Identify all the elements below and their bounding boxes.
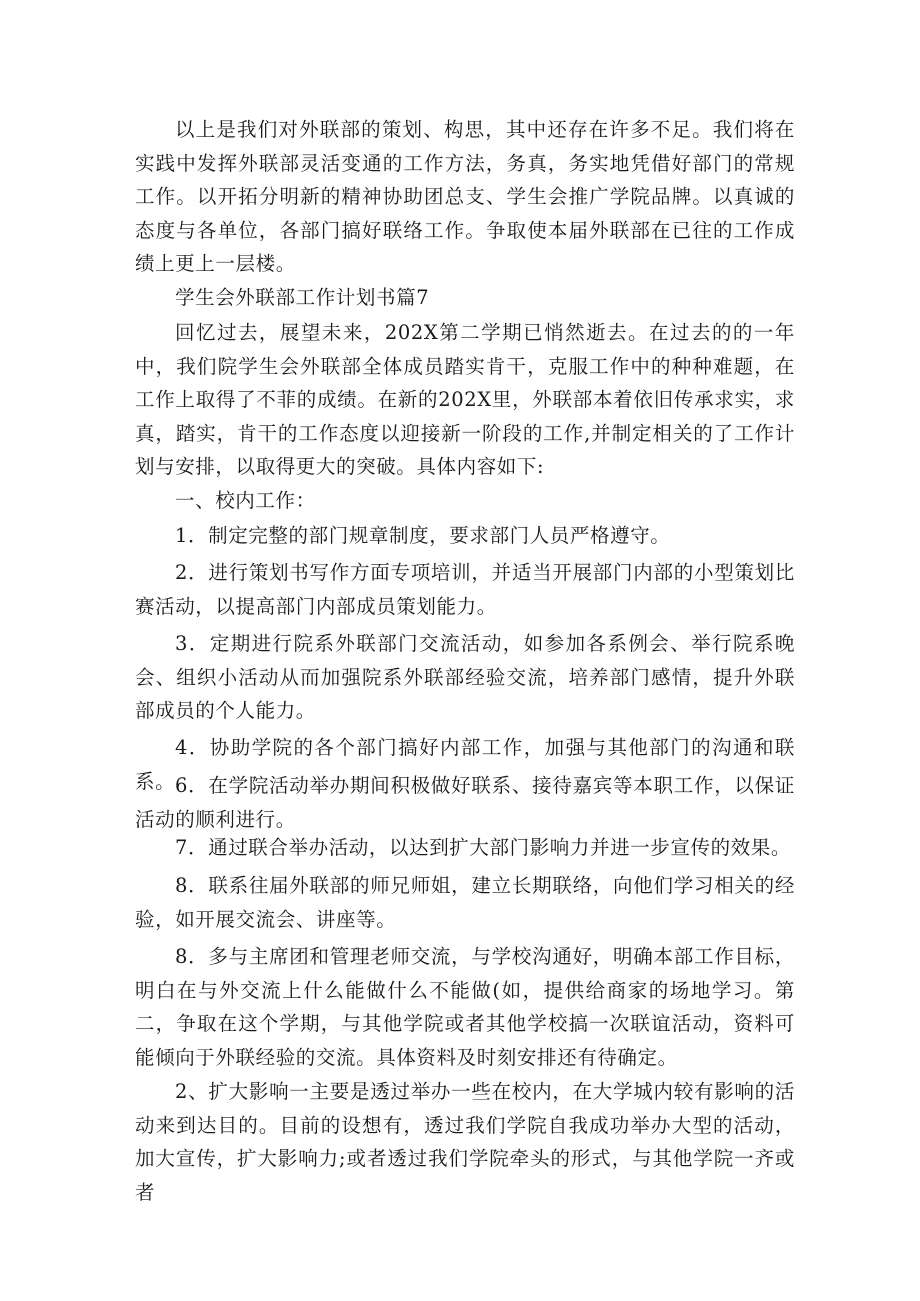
list-item: 1．制定完整的部门规章制度，要求部门人员严格遵守。	[175, 524, 671, 547]
paragraph-expand-influence: 2、扩大影响一主要是透过举办一些在校内，在大学城内较有影响的活动来到达目的。目前的设想有，透过我们学院自我成功举办大型的活动，加大宣传，扩大影响力;或者透过我们学院牵头的形式，与其他学院一齐或者	[135, 1080, 795, 1204]
list-item: 4．协助学院的各个部门搞好内部工作，加强与其他部门的沟通和联系。	[135, 736, 795, 793]
paragraph-conclusion: 以上是我们对外联部的策划、构思，其中还存在许多不足。我们将在实践中发挥外联部灵活变通的工作方法，务真，务实地凭借好部门的常规工作。以开拓分明新的精神协助团总支、学生会推广学院品牌。以真诚的态度与各单位，各部门搞好联络工作。争取使本届外联部在已往的工作成绩上更上一层楼。	[135, 118, 795, 275]
list-item: 2．进行策划书写作方面专项培训，并适当开展部门内部的小型策划比赛活动，以提高部门内部成员策划能力。	[135, 561, 795, 618]
list-item: 8．联系往届外联部的师兄师姐，建立长期联络，向他们学习相关的经验，如开展交流会、讲座等。	[135, 874, 795, 931]
list-item: 6．在学院活动举办期间积极做好联系、接待嘉宾等本职工作，以保证活动的顺利进行。	[135, 774, 795, 831]
list-item: 3．定期进行院系外联部门交流活动，如参加各系例会、举行院系晚会、组织小活动从而加强院系外联部经验交流，培养部门感情，提升外联部成员的个人能力。	[135, 632, 795, 722]
paragraph-intro: 回忆过去，展望未来，202X第二学期已悄然逝去。在过去的的一年中，我们院学生会外联部全体成员踏实肯干，克服工作中的种种难题，在工作上取得了不菲的成绩。在新的202X里，外联部本着依旧传承求实，求真，踏实，肯干的工作态度以迎接新一阶段的工作,并制定相关的了工作计划与安排，以取得更大的突破。具体内容如下:	[135, 321, 795, 478]
subsection-heading: 一、校内工作：	[175, 489, 316, 512]
list-item: 7．通过联合举办活动，以达到扩大部门影响力并进一步宣传的效果。	[175, 836, 792, 859]
section-heading: 学生会外联部工作计划书篇7	[175, 286, 430, 309]
list-item: 8．多与主席团和管理老师交流，与学校沟通好，明确本部工作目标，明白在与外交流上什么能做什么不能做(如，提供给商家的场地学习。第二，争取在这个学期，与其他学院或者其他学校搞一次联谊活动，资料可能倾向于外联经验的交流。具体资料及时刻安排还有待确定。	[135, 945, 795, 1069]
